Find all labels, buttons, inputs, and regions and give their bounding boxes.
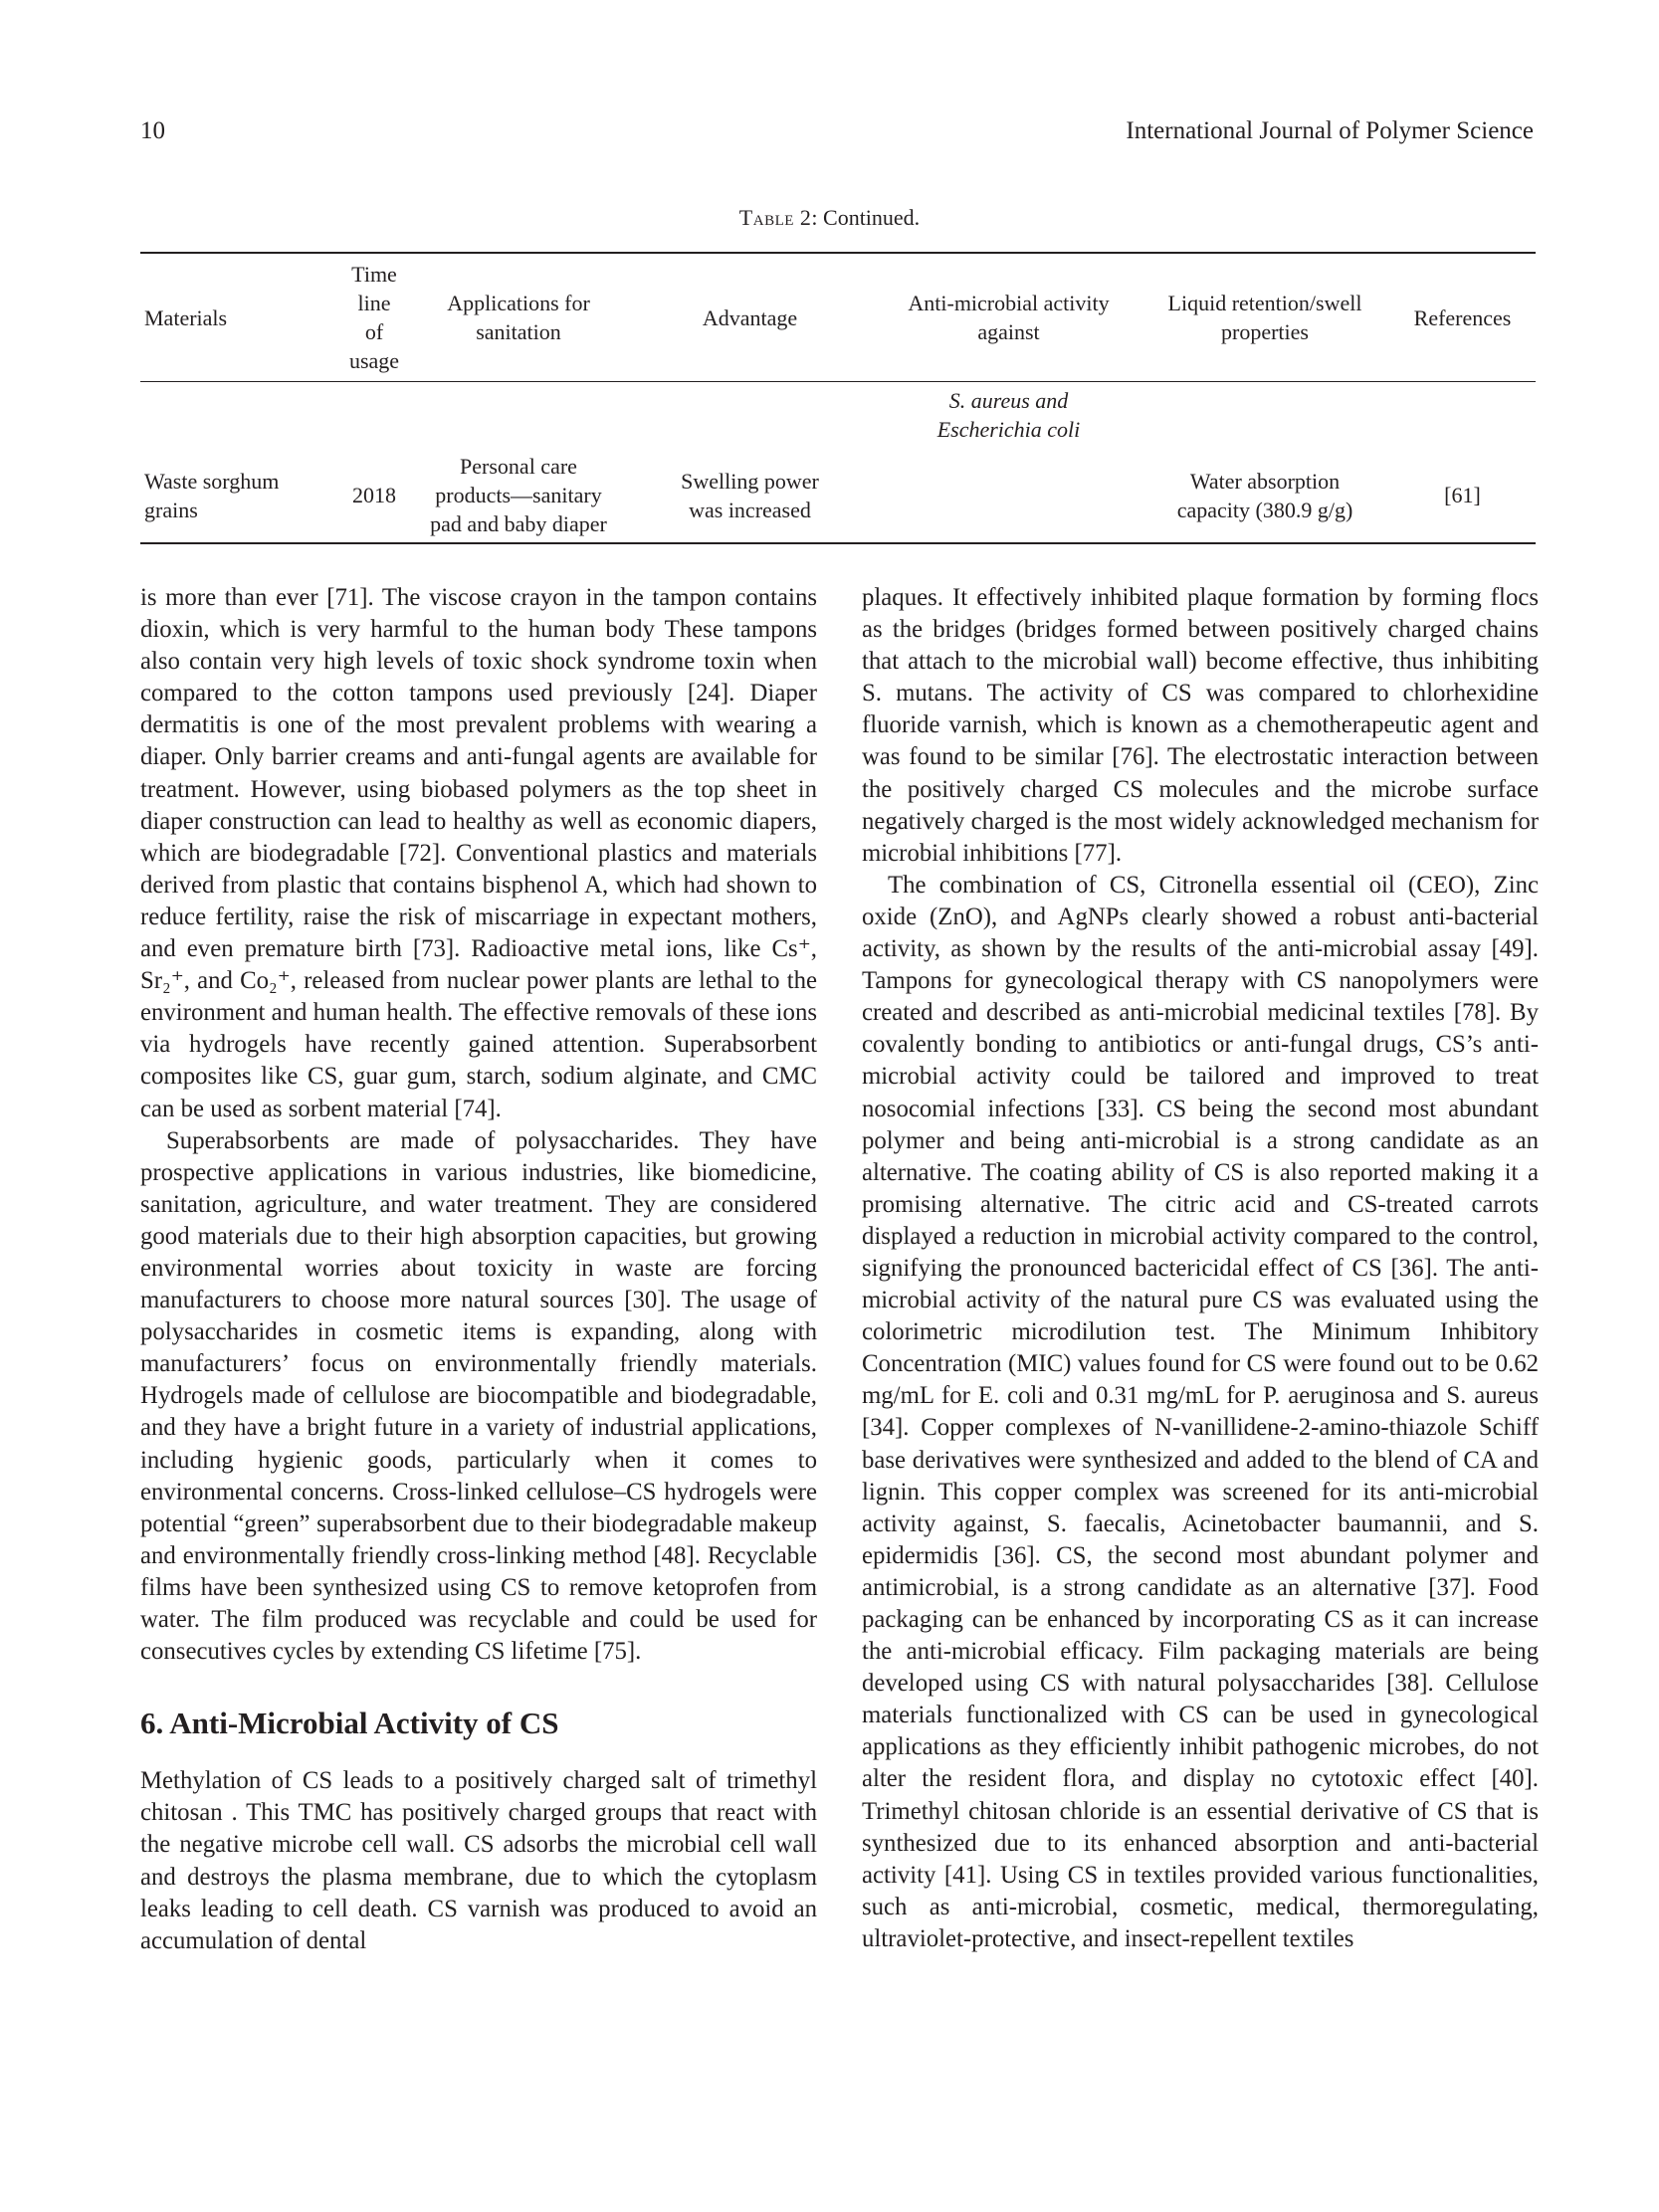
page-number: 10 xyxy=(140,117,165,144)
journal-title: International Journal of Polymer Science xyxy=(1126,117,1534,144)
col-header-materials: Materials xyxy=(144,304,228,330)
cell-material: Waste sorghum grains xyxy=(144,468,280,522)
right-column xyxy=(862,582,1539,1955)
left-column xyxy=(140,582,817,1957)
cell-antimicrobial xyxy=(877,448,1141,543)
table-label: Table 2 xyxy=(738,205,812,230)
data-table xyxy=(140,252,1536,544)
table-row-continuation xyxy=(140,382,1536,449)
paragraph: Superabsorbents are made of polysaccharides. They have prospective applications in various industries, like biomedicine, sanitation, agriculture, and water treatment. They are considered good materials due to their high absorption capacities, but growing environmental worries about toxicity in waste are forcing manufacturers to choose more natural sources [30]. The usage of polysaccharides in cosmetic items is expanding, along with manufacturers’ focus on environmentally friendly materials. Hydrogels made of cellulose are biocompatible and biodegradable, and they have a bright future in a variety of industrial applications, including hygienic goods, particularly when it comes to environmental concerns. Cross-linked cellulose–CS hydrogels were potential “green” superabsorbent due to their biodegradable makeup and environmentally friendly cross-linking method [48]. Recyclable films have been synthesized using CS to remove ketoprofen from water. The film produced was recyclable and could be used for consecutives cycles by extending CS lifetime [75]. xyxy=(140,1126,817,1666)
table-header-row xyxy=(140,253,1536,382)
col-header-antimicrobial: Anti-microbial activity against xyxy=(908,291,1110,344)
section-heading: 6. Anti-Microbial Activity of CS xyxy=(140,1706,559,1741)
cell-reference: [61] xyxy=(1444,483,1481,507)
cell-advantage: Swelling power was increased xyxy=(681,468,819,522)
paragraph: is more than ever [71]. The viscose crayon in the tampon contains dioxin, which is very harmful to the human body These tampons also contain very high levels of toxic shock syndrome toxin when compared to the cotton tampons used previously [24]. Diaper dermatitis is one of the most prevalent problems with wearing a diaper. Only barrier creams and anti-fungal agents are available for treatment. However, using biobased polymers as the top sheet in diaper construction can lead to healthy as well as economic diapers, which are biodegradable [72]. Conventional plastics and materials derived from plastic that contains bisphenol A, which had shown to reduce fertility, raise the risk of miscarriage in expectant mothers, and even premature birth [73]. Radioactive metal ions, like Cs⁺, Sr₂⁺, and Co₂⁺, released from nuclear power plants are lethal to the environment and human health. The effective removals of these ions via hydrogels have recently gained attention. Superabsorbent composites like CS, guar gum, starch, sodium alginate, and CMC can be used as sorbent material [74]. xyxy=(140,584,817,1122)
col-header-applications: Applications for sanitation xyxy=(447,291,590,344)
col-header-references: References xyxy=(1413,304,1512,330)
cell-antimicrobial-continued: S. aureus and Escherichia coli xyxy=(936,388,1081,442)
cell-time: 2018 xyxy=(352,483,396,507)
col-header-time: Time line of usage xyxy=(348,262,400,373)
cell-liquid: Water absorption capacity (380.9 g/g) xyxy=(1176,468,1353,522)
col-header-advantage: Advantage xyxy=(702,304,798,330)
col-header-liquid: Liquid retention/swell properties xyxy=(1167,291,1362,344)
table-caption-text: : Continued. xyxy=(811,205,921,230)
table-caption xyxy=(0,205,1659,231)
table-row xyxy=(140,448,1536,543)
paragraph: plaques. It effectively inhibited plaque formation by forming flocs as the bridges (bridges formed between positively charged chains that attach to the microbial wall) become effective, thus inhibiting S. mutans. The activity of CS was compared to chlorhexidine fluoride varnish, which is known as a chemotherapeutic agent and was found to be similar [76]. The electrostatic interaction between the positively charged CS molecules and the microbe surface negatively charged is the most widely acknowledged mechanism for microbial inhibitions [77]. xyxy=(862,584,1539,867)
cell-application: Personal care products—sanitary pad and baby diaper xyxy=(430,454,607,536)
paragraph: The combination of CS, Citronella essential oil (CEO), Zinc oxide (ZnO), and AgNPs clearly showed a robust anti-bacterial activity, as shown by the results of the anti-microbial assay [49]. Tampons for gynecological therapy with CS nanopolymers were created and described as anti-microbial medicinal textiles [78]. By covalently bonding to antibiotics or anti-fungal drugs, CS’s anti-microbial activity could be tailored and improved to treat nosocomial infections [33]. CS being the second most abundant polymer and being anti-microbial is a strong candidate as an alternative. The coating ability of CS is also reported making it a promising alternative. The citric acid and CS-treated carrots displayed a reduction in microbial activity compared to the control, signifying the pronounced bactericidal effect of CS [36]. The anti-microbial activity of the natural pure CS was evaluated using the colorimetric microdilution test. The Minimum Inhibitory Concentration (MIC) values found for CS were found out to be 0.62 mg/mL for E. coli and 0.31 mg/mL for P. aeruginosa and S. aureus [34]. Copper complexes of N-vanillidene-2-amino-thiazole Schiff base derivatives were synthesized and added to the blend of CA and lignin. This copper complex was screened for its anti-microbial activity against, S. faecalis, Acinetobacter baumannii, and S. epidermidis [36]. CS, the second most abundant polymer and antimicrobial, is a strong candidate as an alternative [37]. Food packaging can be enhanced by incorporating CS as it can increase the anti-microbial efficacy. Film packaging materials are being developed using CS with natural polysaccharides [38]. Cellulose materials functionalized with CS can be used in gynecological applications as they efficiently inhibit pathogenic microbes, do not alter the resident flora, and display no cytotoxic effect [40]. Trimethyl chitosan chloride is an essential derivative of CS that is synthesized due to its enhanced absorption and anti-bacterial activity [41]. Using CS in textiles provided various functionalities, such as anti-microbial, cosmetic, medical, thermoregulating, ultraviolet-protective, and insect-repellent textiles xyxy=(862,871,1539,1952)
paragraph: Methylation of CS leads to a positively charged salt of trimethyl chitosan . This TMC has positively charged groups that react with the negative microbe cell wall. CS adsorbs the microbial cell wall and destroys the plasma membrane, due to which the cytoplasm leaks leading to cell death. CS varnish was produced to avoid an accumulation of dental xyxy=(140,1767,817,1954)
